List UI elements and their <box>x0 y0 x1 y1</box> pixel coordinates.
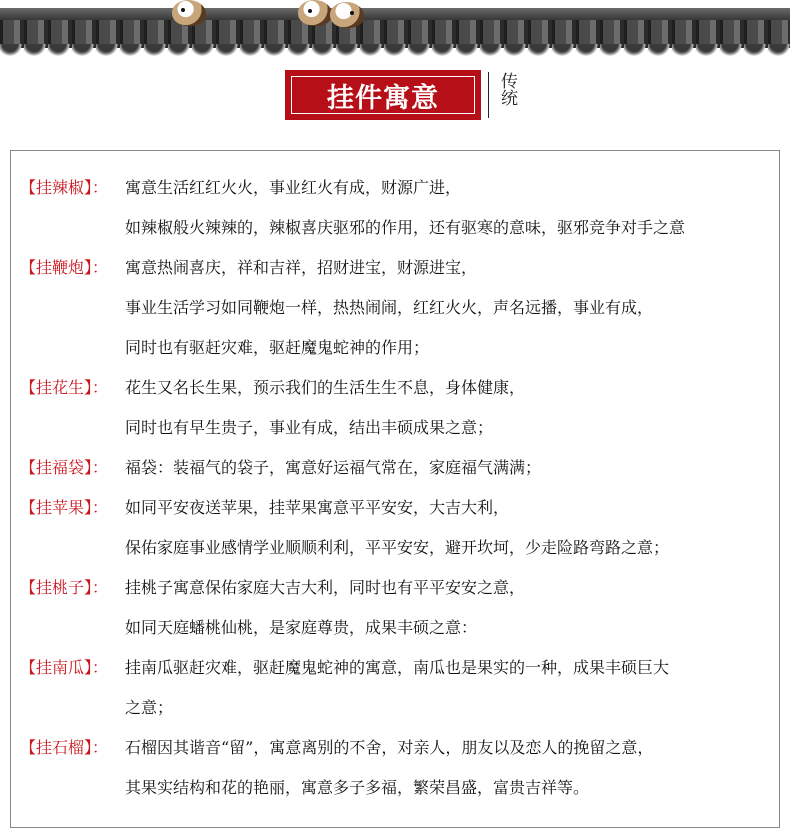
item-text: 其果实结构和花的艳丽，寓意多子多福，繁荣昌盛，富贵吉祥等。 <box>125 778 590 797</box>
list-item-lucky-bag <box>10 448 780 488</box>
item-heading: 【挂苹果】： <box>20 498 109 517</box>
page-title: 挂件寓意 <box>291 76 475 114</box>
item-heading: 【挂南瓜】： <box>20 658 109 677</box>
list-item-chili <box>10 168 780 248</box>
list-item-firecracker <box>10 248 780 368</box>
item-heading: 【挂鞭炮】： <box>20 258 109 277</box>
item-text: 花生又名长生果，预示我们的生活生生不息，身体健康， <box>125 378 526 397</box>
title-divider <box>488 72 489 118</box>
roof-tile-banner <box>0 0 790 62</box>
roof-eave <box>0 44 790 58</box>
item-text: 之意； <box>125 698 174 717</box>
item-heading: 【挂花生】： <box>20 378 109 397</box>
sparrow-icon <box>298 0 332 26</box>
item-heading: 【挂辣椒】： <box>20 178 109 197</box>
item-text: 挂南瓜驱赶灾难，驱赶魔鬼蛇神的寓意，南瓜也是果实的一种，成果丰硕巨大 <box>125 658 670 677</box>
sparrow-icon <box>172 0 206 26</box>
item-text: 寓意生活红红火火，事业红火有成，财源广进， <box>125 178 462 197</box>
item-text: 保佑家庭事业感情学业顺顺利利，平平安安，避开坎坷，少走险路弯路之意； <box>125 538 670 557</box>
item-heading: 【挂石榴】： <box>20 738 109 757</box>
item-heading: 【挂桃子】： <box>20 578 109 597</box>
title-side-text: 传统 <box>497 72 517 106</box>
item-text: 挂桃子寓意保佑家庭大吉大利，同时也有平平安安之意， <box>125 578 526 597</box>
sparrow-icon <box>330 2 364 28</box>
item-text: 如辣椒般火辣辣的，辣椒喜庆驱邪的作用，还有驱寒的意味，驱邪竞争对手之意 <box>125 218 686 237</box>
item-heading: 【挂福袋】： <box>20 458 109 477</box>
meaning-list <box>10 168 780 808</box>
title-banner <box>285 70 481 120</box>
item-text: 事业生活学习如同鞭炮一样，热热闹闹，红红火火，声名远播，事业有成， <box>125 298 654 317</box>
item-text: 寓意热闹喜庆，祥和吉祥，招财进宝，财源进宝， <box>125 258 478 277</box>
item-text: 同时也有驱赶灾难，驱赶魔鬼蛇神的作用； <box>125 338 430 357</box>
list-item-pomegranate <box>10 728 780 808</box>
item-text: 同时也有早生贵子，事业有成，结出丰硕成果之意； <box>125 418 494 437</box>
list-item-apple <box>10 488 780 568</box>
list-item-pumpkin <box>10 648 780 728</box>
item-text: 如同天庭蟠桃仙桃，是家庭尊贵，成果丰硕之意： <box>125 618 478 637</box>
list-item-peanut <box>10 368 780 448</box>
item-text: 如同平安夜送苹果，挂苹果寓意平平安安，大吉大利， <box>125 498 510 517</box>
item-text: 福袋：装福气的袋子，寓意好运福气常在，家庭福气满满； <box>125 458 542 477</box>
list-item-peach <box>10 568 780 648</box>
item-text: 石榴因其谐音“留”，寓意离别的不舍，对亲人，朋友以及恋人的挽留之意， <box>125 738 654 757</box>
